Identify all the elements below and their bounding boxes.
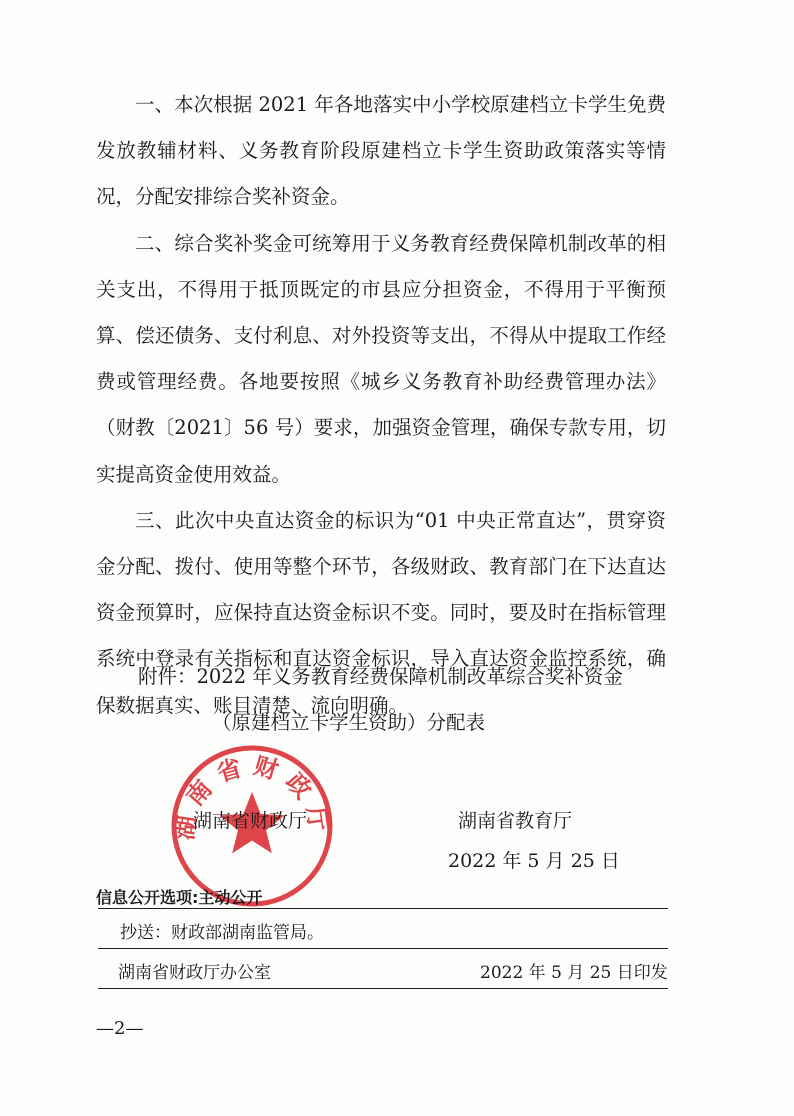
issuing-office: 湖南省财政厅办公室 <box>118 963 271 983</box>
paragraph-2: 二、综合奖补奖金可统筹用于义务教育经费保障机制改革的相关支出，不得用于抵顶既定的市县应分担资金，不得用于平衡预算、偿还债务、支付利息、对外投资等支出，不得从中提取工作经费或管理经费。各地要按照《城乡义务教育补助经费管理办法》（财教〔2021〕56 号）要求，加强资金管理，确保专款专用，切实提高资金使用效益。 <box>96 231 666 486</box>
attachment-line-2: （原建档立卡学生资助）分配表 <box>212 711 486 734</box>
attachment-note <box>138 654 623 746</box>
disclosure-option: 信息公开选项:主动公开 <box>96 888 263 907</box>
issued-date: 2022 年 5 月 25 日印发 <box>480 963 668 983</box>
divider-bottom <box>98 988 668 989</box>
signature-finance-dept: 湖南省财政厅 <box>193 810 308 832</box>
attachment-line-1: 附件：2022 年义务教育经费保障机制改革综合奖补资金 <box>138 665 623 688</box>
paragraph-1: 一、本次根据 2021 年各地落实中小学校原建档立卡学生免费发放教辅材料、义务教育阶段原建档立卡学生资助政策落实等情况，分配安排综合奖补资金。 <box>96 93 666 209</box>
divider-top <box>98 908 668 909</box>
divider-middle <box>98 948 668 949</box>
signature-education-dept: 湖南省教育厅 <box>458 810 573 832</box>
signature-date: 2022 年 5 月 25 日 <box>448 850 620 872</box>
seal-text-path: 湖南省财政厅 <box>169 750 335 842</box>
body-text <box>96 82 666 729</box>
paragraph-3: 三、此次中央直达资金的标识为“01 中央正常直达”，贯穿资金分配、拨付、使用等整个环节，各级财政、教育部门在下达直达资金预算时，应保持直达资金标识不变。同时，要及时在指标管理系统中登录有关指标和直达资金标识，导入直达资金监控系统，确保数据真实、账目清楚、流向明确。 <box>96 508 666 717</box>
cc-line: 抄送：财政部湖南监管局。 <box>120 923 324 943</box>
page-number: —2— <box>96 1018 144 1039</box>
